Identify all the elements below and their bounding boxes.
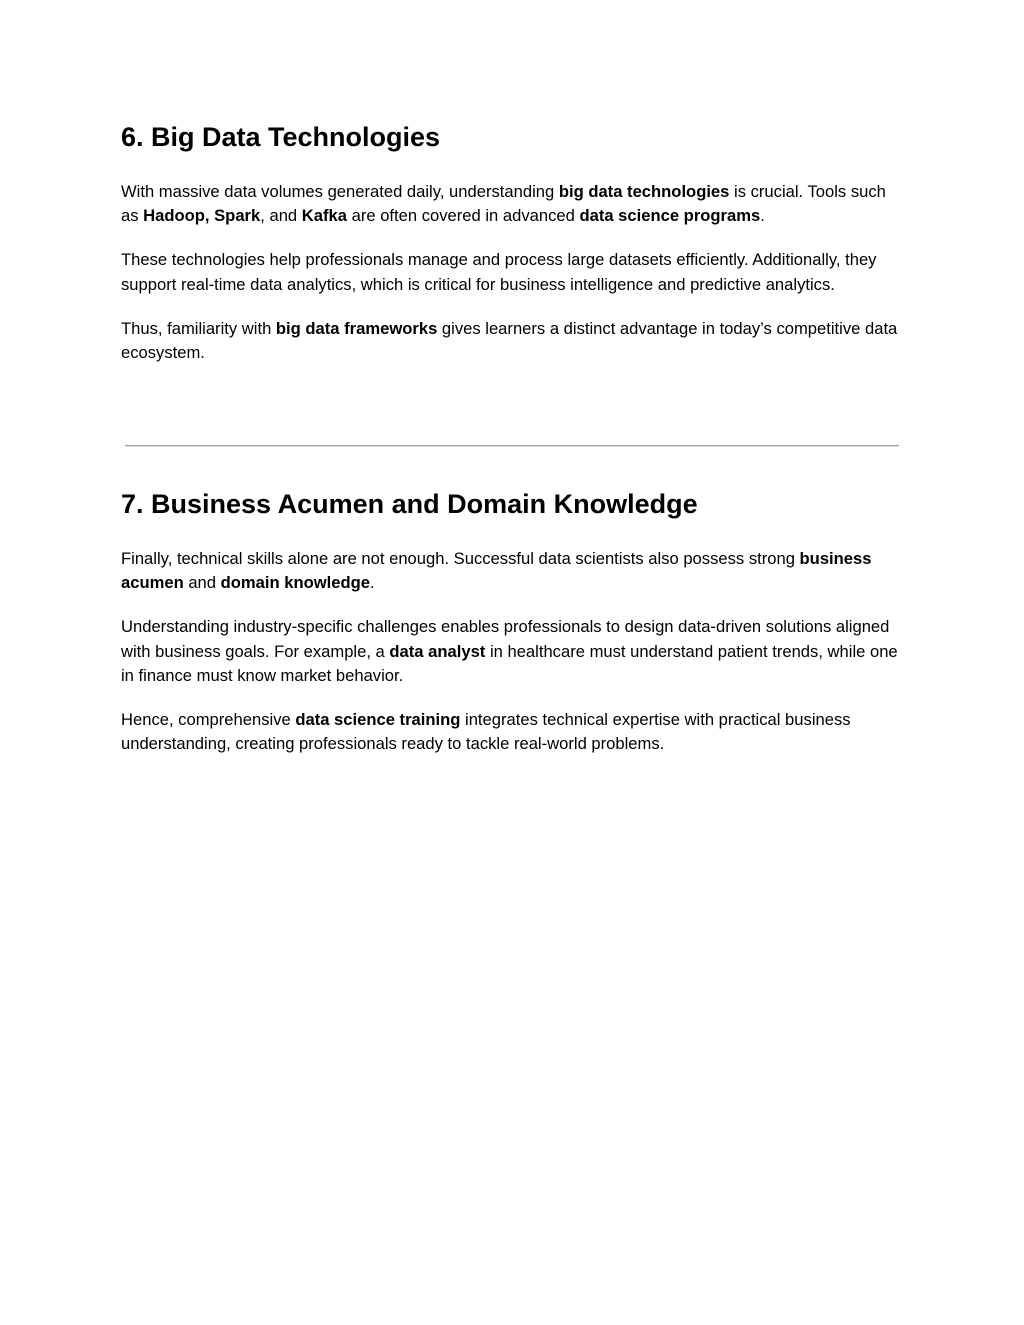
bold-term: big data frameworks xyxy=(275,318,438,338)
bold-term: data science programs xyxy=(579,206,761,226)
text-run: . xyxy=(370,573,375,593)
text-run: Hence, comprehensive xyxy=(121,710,296,730)
text-run: , and xyxy=(260,206,302,226)
text-run: is crucial. Tools such as xyxy=(121,182,886,226)
bold-term: Kafka xyxy=(301,206,347,226)
section-big-data-technologies xyxy=(121,118,906,385)
paragraph xyxy=(121,708,906,756)
text-run: . xyxy=(760,206,765,226)
bold-term: domain knowledge xyxy=(220,573,371,593)
bold-term: data analyst xyxy=(389,641,486,661)
text-run: integrates technical expertise with practical business understanding, creating professionals ready to tackle real-world problems. xyxy=(121,710,851,754)
paragraph xyxy=(121,547,906,595)
text-run: and xyxy=(183,573,221,593)
paragraph xyxy=(121,615,906,688)
section-heading: 6. Big Data Technologies xyxy=(121,122,441,152)
bold-term: business acumen xyxy=(121,549,872,593)
bold-term: data science training xyxy=(295,710,461,730)
paragraph: These technologies help professionals manage and process large datasets efficiently. Additionally, they support real-time data analytics, which is critical for business intelligence and predictive analytics. xyxy=(121,250,877,294)
text-run: are often covered in advanced xyxy=(346,206,580,226)
text-run: in healthcare must understand patient trends, while one in finance must know market behavior. xyxy=(121,641,898,685)
horizontal-divider xyxy=(125,445,899,447)
text-run: Thus, familiarity with xyxy=(121,318,276,338)
paragraph xyxy=(121,180,906,228)
paragraph xyxy=(121,317,906,365)
bold-term: big data technologies xyxy=(558,182,730,201)
text-run: gives learners a distinct advantage in today’s competitive data ecosystem. xyxy=(121,318,898,363)
section-business-acumen xyxy=(121,485,906,776)
bold-term: Hadoop, Spark xyxy=(143,206,261,226)
text-run: Understanding industry-specific challenges enables professionals to design data-driven solutions aligned with business goals. For example, a xyxy=(121,617,890,661)
text-run: Finally, technical skills alone are not enough. Successful data scientists also possess strong xyxy=(121,549,800,568)
section-heading: 7. Business Acumen and Domain Knowledge xyxy=(121,489,698,519)
text-run: With massive data volumes generated daily, understanding xyxy=(121,182,559,201)
